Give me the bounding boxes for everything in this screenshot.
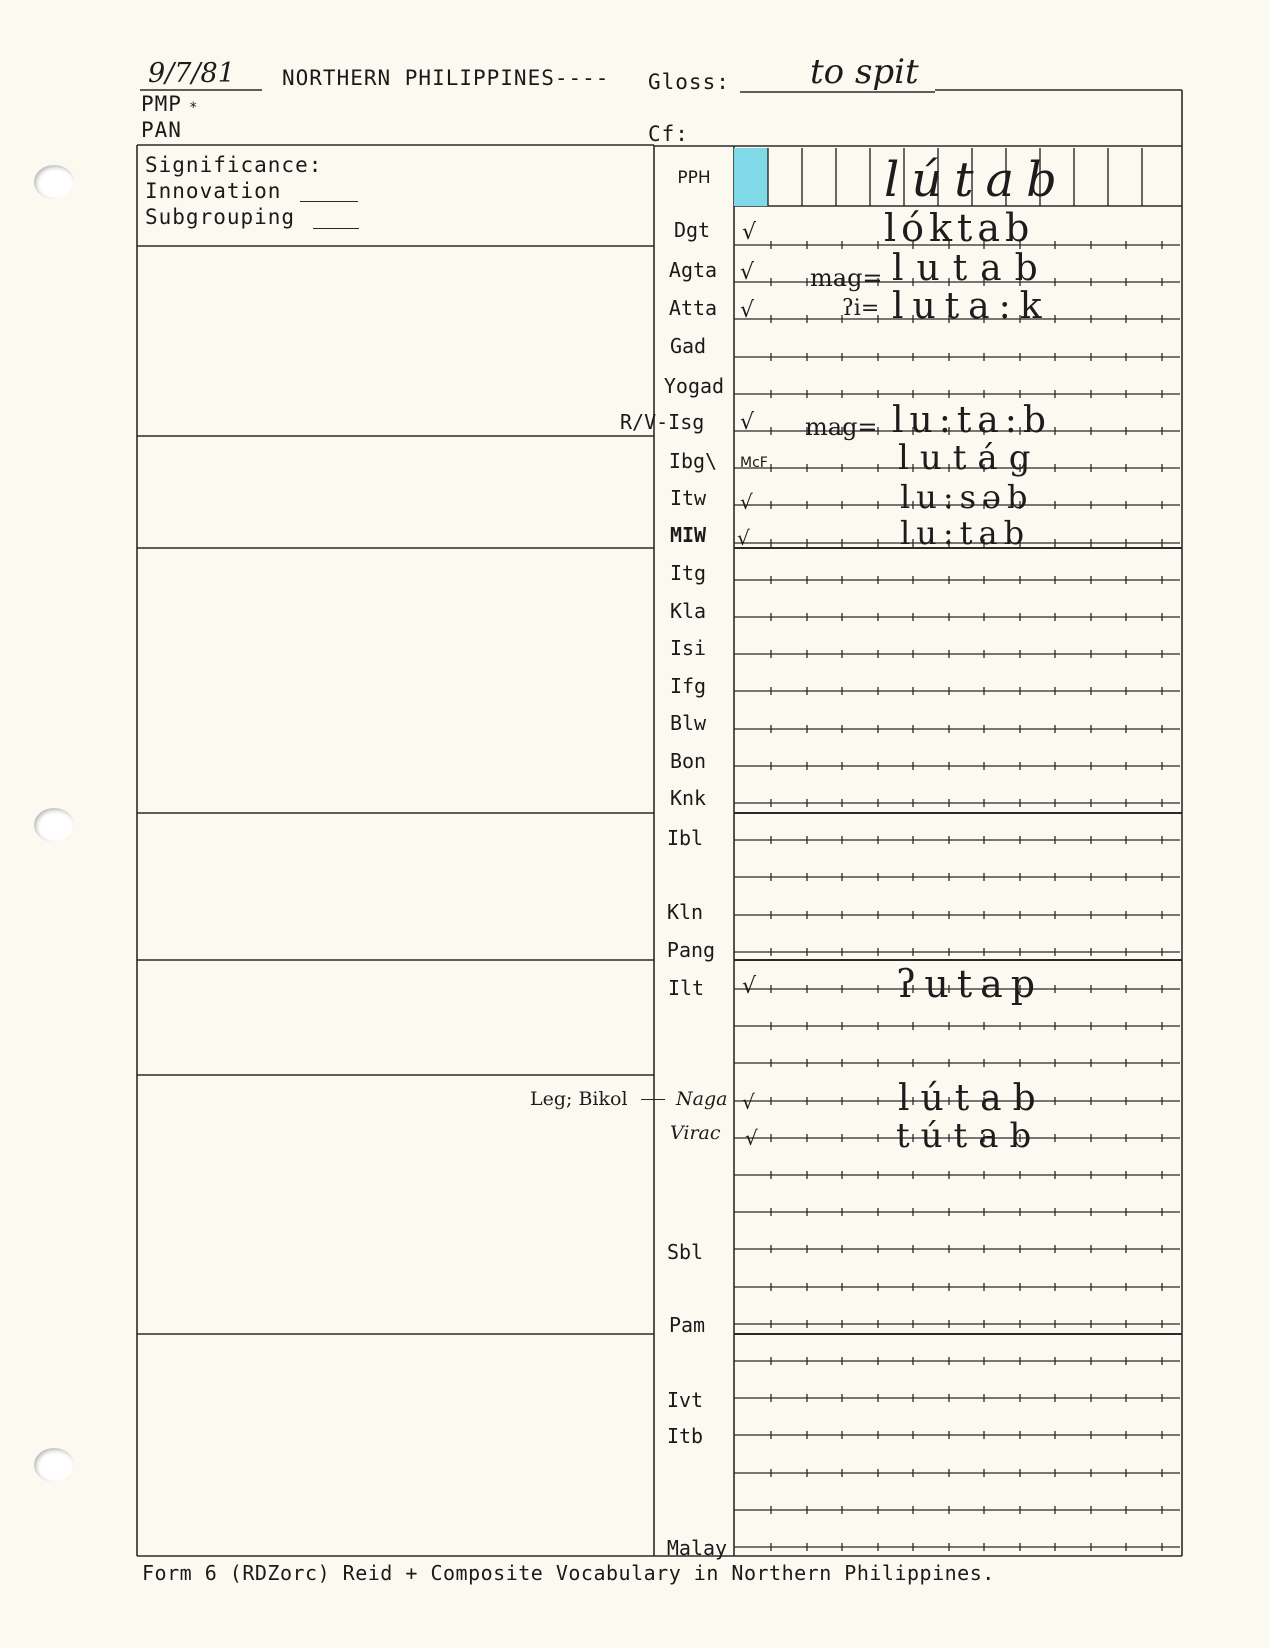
form-atta: luta:k (892, 286, 1051, 327)
pph-form: lútab (884, 152, 1069, 208)
significance-title: Significance: (145, 153, 323, 177)
lang-label-agta: Agta (668, 258, 718, 282)
form-miw: lu:tab (900, 514, 1031, 552)
bikol-dash (641, 1099, 665, 1100)
prefix-agta: mag= (810, 264, 883, 292)
innovation-label: Innovation (145, 179, 282, 203)
lang-label-itw: Itw (669, 486, 707, 510)
check-isg: √ (740, 410, 755, 435)
form-virac: tútab (896, 1116, 1043, 1156)
gloss-value: to spit (810, 52, 919, 92)
lang-label-yogad: Yogad (663, 374, 725, 398)
punch-hole (34, 165, 74, 199)
lang-label-bikol: Leg; Bikol (530, 1088, 628, 1110)
lang-label-gad: Gad (669, 334, 707, 358)
lang-label-ibg: Ibg\ (668, 449, 718, 473)
punch-hole (34, 808, 74, 842)
prefix-isg: mag= (805, 413, 878, 441)
lang-label-itg: Itg (669, 561, 707, 585)
lang-label-miw: MIW (669, 523, 707, 547)
lang-label-pang: Pang (666, 938, 716, 962)
pph-label: PPH (677, 168, 711, 188)
lang-label-ivt: Ivt (666, 1388, 704, 1412)
form-agta: lutab (892, 248, 1051, 289)
lang-label-ifg: Ifg (669, 674, 707, 698)
check-agta: √ (740, 260, 755, 285)
form-itw: lu:səb (900, 478, 1034, 516)
form-isg: lu:ta:b (892, 400, 1052, 441)
lang-label-pam: Pam (668, 1313, 706, 1337)
form-naga: lútab (898, 1078, 1047, 1119)
pmp-label: PMP (141, 92, 182, 116)
gloss-label: Gloss: (648, 70, 730, 94)
pan-label: PAN (141, 118, 182, 142)
lang-label-ibl: Ibl (666, 826, 704, 850)
form-ibg: lutág (898, 438, 1042, 478)
subgrouping-blank (313, 228, 359, 229)
cf-label: Cf: (648, 122, 689, 146)
lang-label-kln: Kln (666, 900, 704, 924)
prefix-atta: ʔi= (842, 296, 880, 321)
date: 9/7/81 (148, 58, 235, 89)
lang-label-blw: Blw (669, 711, 707, 735)
check-dgt: √ (742, 220, 757, 245)
check-naga: √ (742, 1090, 755, 1114)
lang-label-malay: Malay (666, 1536, 728, 1560)
lang-label-dgt: Dgt (673, 218, 711, 242)
pmp-mark: * (189, 100, 199, 116)
lang-label-sbl: Sbl (666, 1240, 704, 1264)
check-miw: √ (737, 526, 750, 550)
innovation-blank (300, 201, 358, 202)
subgrouping-label: Subgrouping (145, 205, 296, 229)
region-title: NORTHERN PHILIPPINES---- (282, 66, 610, 90)
lang-label-knk: Knk (669, 786, 707, 810)
check-ibg: McF (740, 455, 768, 471)
lang-label-atta: Atta (668, 296, 718, 320)
form-dgt: lóktab (884, 206, 1035, 250)
lang-label-naga: Naga (676, 1088, 728, 1110)
lang-label-virac: Virac (670, 1122, 721, 1144)
lang-label-ilt: Ilt (667, 976, 705, 1000)
form-ilt: ʔutap (896, 962, 1044, 1006)
check-atta: √ (740, 298, 755, 323)
check-ilt: √ (742, 974, 757, 999)
lang-label-bon: Bon (669, 749, 707, 773)
check-virac: √ (745, 1126, 758, 1150)
lang-label-isg: R/V-Isg (620, 410, 705, 434)
lang-label-isi: Isi (669, 636, 707, 660)
lang-label-itb: Itb (666, 1424, 704, 1448)
footer-text: Form 6 (RDZorc) Reid + Composite Vocabulary in Northern Philippines. (142, 1561, 995, 1585)
lang-label-kla: Kla (669, 599, 707, 623)
check-itw: √ (740, 490, 753, 514)
punch-hole (34, 1448, 74, 1482)
